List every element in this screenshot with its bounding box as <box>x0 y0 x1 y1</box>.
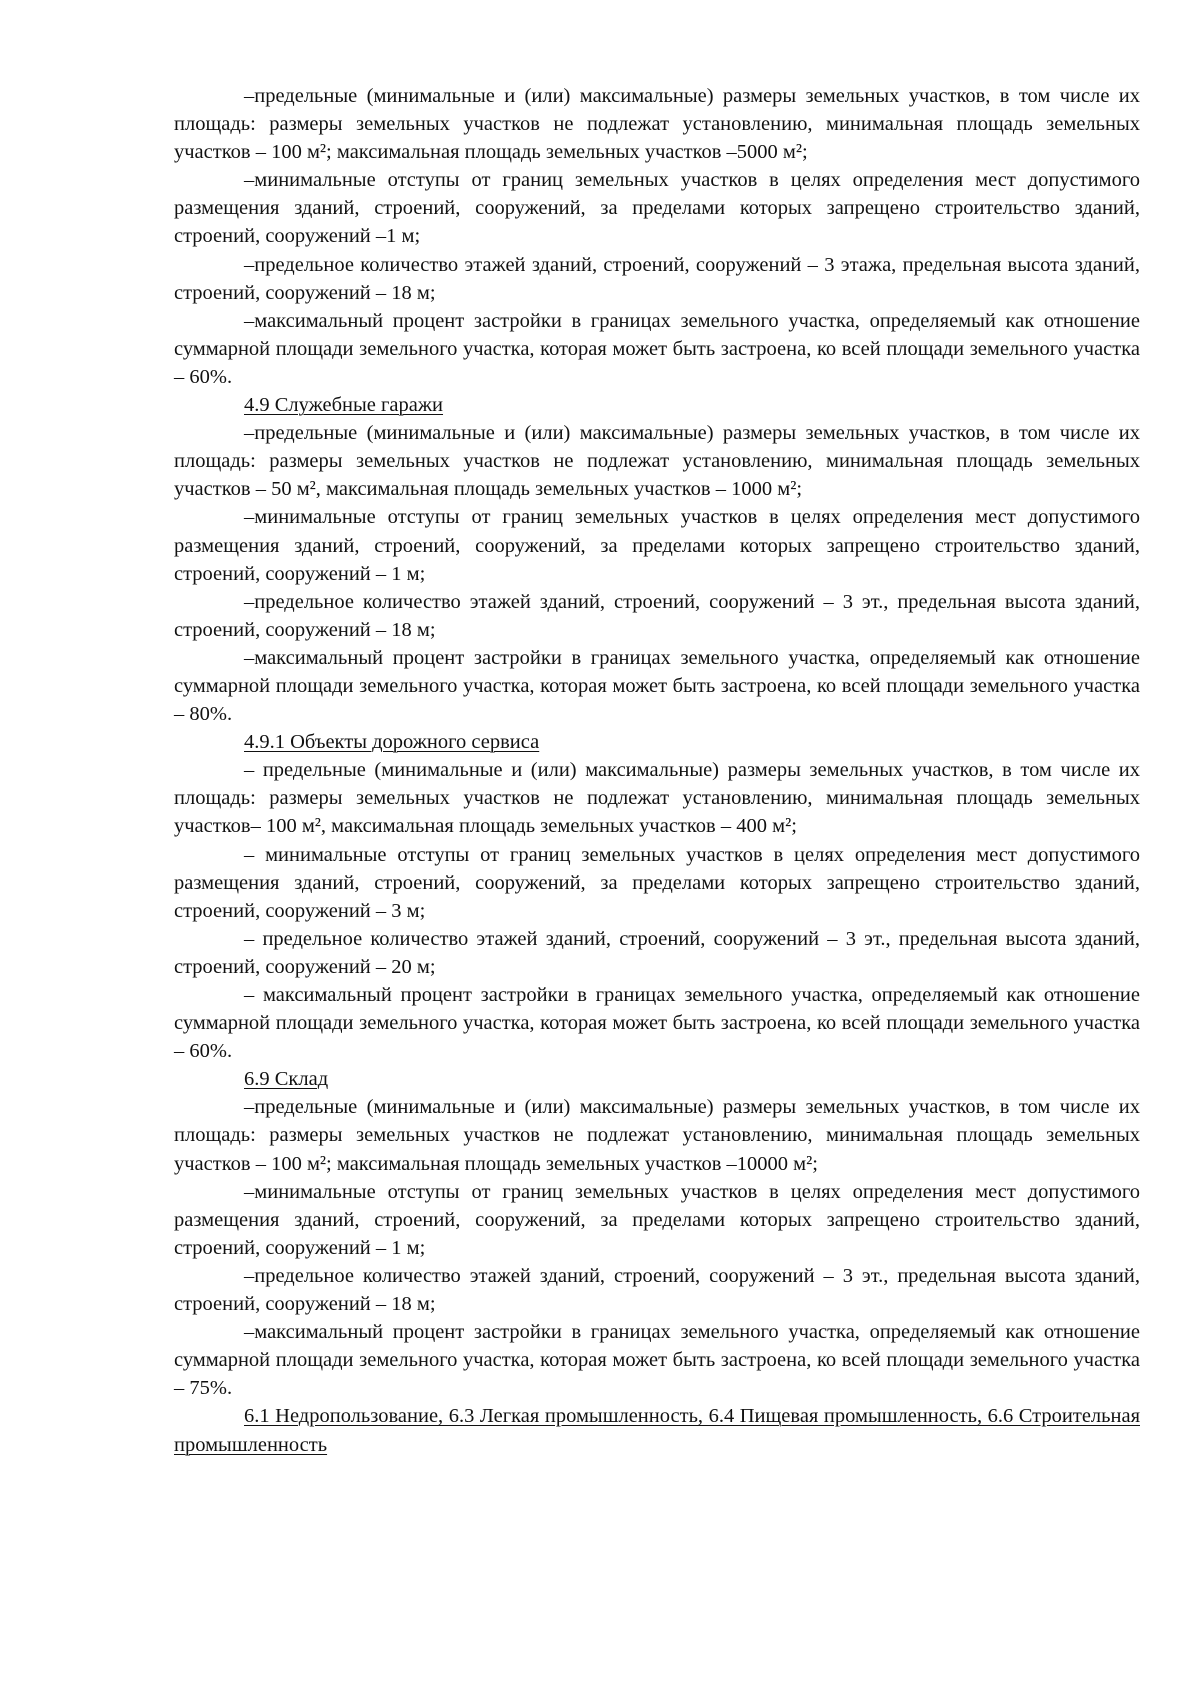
section-road-service <box>174 728 1140 1065</box>
section-heading-text: 4.9 Служебные гаражи <box>244 394 444 417</box>
document-page <box>174 82 1140 1459</box>
section-industry <box>174 1402 1140 1458</box>
paragraph: –минимальные отступы от границ земельных участков в целях определения мест допустимого размещения зданий, строений, сооружений, за пределами которых запрещено строительство зданий, строений, сооружений – 1 м; <box>174 1180 1140 1259</box>
paragraph: – минимальные отступы от границ земельных участков в целях определения мест допустимого размещения зданий, строений, сооружений, за пределами которых запрещено строительство зданий, строений, сооружений – 3 м; <box>174 843 1140 922</box>
section-intro <box>174 82 1140 391</box>
paragraph: –максимальный процент застройки в границах земельного участка, определяемый как отношение суммарной площади земельного участка, которая может быть застроена, ко всей площади земельного участка – 75%. <box>174 1321 1140 1400</box>
paragraph: –минимальные отступы от границ земельных участков в целях определения мест допустимого размещения зданий, строений, сооружений, за пределами которых запрещено строительство зданий, строений, сооружений – 1 м; <box>174 506 1140 585</box>
paragraph: –предельные (минимальные и (или) максимальные) размеры земельных участков, в том числе их площадь: размеры земельных участков не подлежат установлению, минимальная площадь земельных участков – 100 м²; максимальная площадь земельных участков –5000 м²; <box>174 85 1140 164</box>
paragraph: – максимальный процент застройки в границах земельного участка, определяемый как отношение суммарной площади земельного участка, которая может быть застроена, ко всей площади земельного участка – 60%. <box>174 984 1140 1063</box>
paragraph: –предельное количество этажей зданий, строений, сооружений – 3 эт., предельная высота зданий, строений, сооружений – 18 м; <box>174 1264 1140 1316</box>
section-heading <box>174 1065 1140 1093</box>
paragraph: – предельное количество этажей зданий, строений, сооружений – 3 эт., предельная высота зданий, строений, сооружений – 20 м; <box>174 927 1140 978</box>
paragraph: –предельное количество этажей зданий, строений, сооружений – 3 этажа, предельная высота зданий, строений, сооружений – 18 м; <box>174 253 1140 304</box>
paragraph: –минимальные отступы от границ земельных участков в целях определения мест допустимого размещения зданий, строений, сооружений, за пределами которых запрещено строительство зданий, строений, сооружений –1 м; <box>174 169 1140 248</box>
section-heading <box>174 728 1140 756</box>
section-heading-text: 6.9 Склад <box>244 1068 329 1091</box>
paragraph: –предельные (минимальные и (или) максимальные) размеры земельных участков, в том числе их площадь: размеры земельных участков не подлежат установлению, минимальная площадь земельных участков – 100 м²; максимальная площадь земельных участков –10000 м²; <box>174 1096 1140 1175</box>
section-service-garages <box>174 391 1140 728</box>
paragraph: –предельное количество этажей зданий, строений, сооружений – 3 эт., предельная высота зданий, строений, сооружений – 18 м; <box>174 590 1140 641</box>
section-warehouse <box>174 1065 1140 1402</box>
section-heading <box>174 391 1140 419</box>
paragraph: –максимальный процент застройки в границах земельного участка, определяемый как отношение суммарной площади земельного участка, которая может быть застроена, ко всей площади земельного участка – 80%. <box>174 646 1140 726</box>
paragraph: –предельные (минимальные и (или) максимальные) размеры земельных участков, в том числе их площадь: размеры земельных участков не подлежат установлению, минимальная площадь земельных участков – 50 м², максимальная площадь земельных участков – 1000 м²; <box>174 422 1140 501</box>
paragraph: – предельные (минимальные и (или) максимальные) размеры земельных участков, в том числе их площадь: размеры земельных участков не подлежат установлению, минимальная площадь земельных участков– 100 м², максимальная площадь земельных участков – 400 м²; <box>174 759 1140 838</box>
section-heading-text: 4.9.1 Объекты дорожного сервиса <box>244 731 540 754</box>
section-heading-text: 6.1 Недропользование, 6.3 Легкая промышленность, 6.4 Пищевая промышленность, 6.6 Строительная промышленность <box>174 1405 1140 1456</box>
section-heading <box>174 1402 1140 1458</box>
paragraph: –максимальный процент застройки в границах земельного участка, определяемый как отношение суммарной площади земельного участка, которая может быть застроена, ко всей площади земельного участка – 60%. <box>174 309 1140 388</box>
